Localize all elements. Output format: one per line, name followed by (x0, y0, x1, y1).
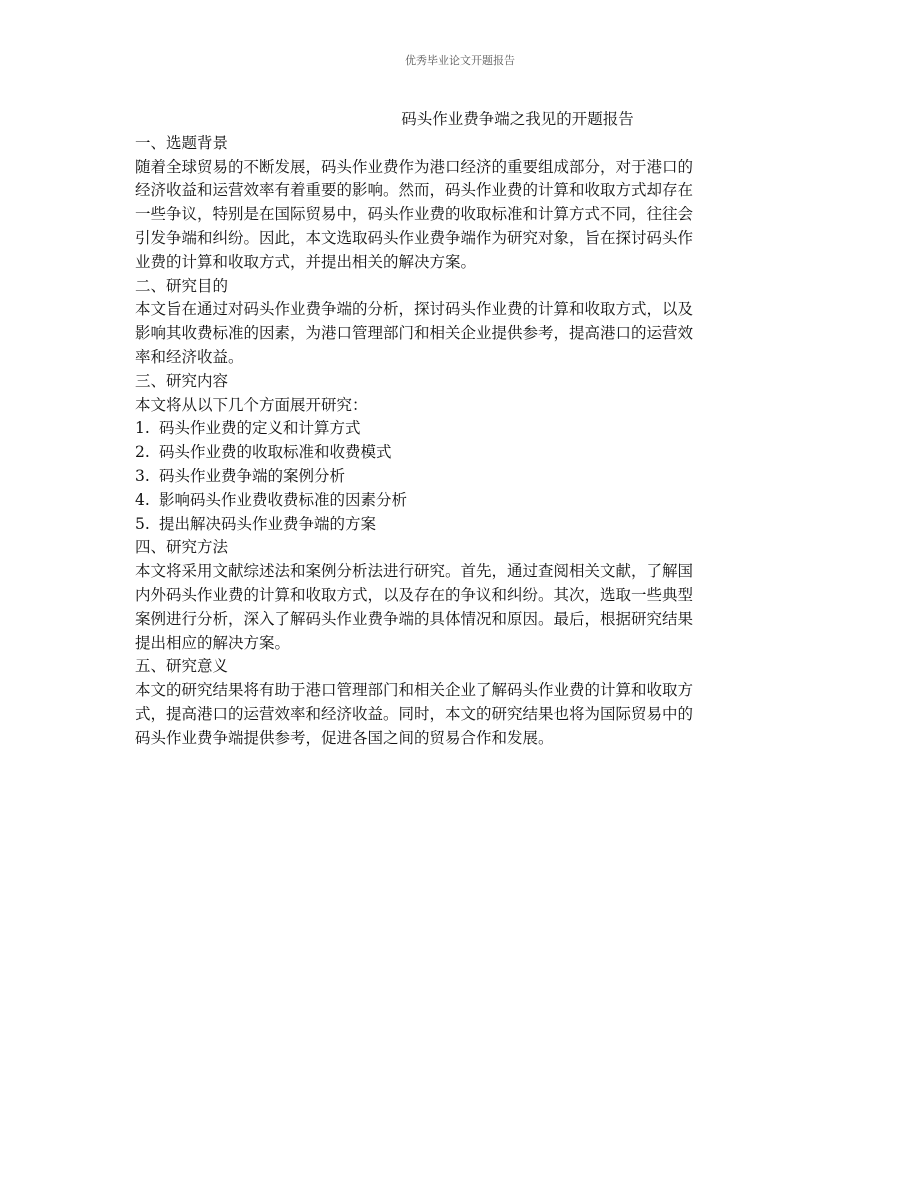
running-header: 优秀毕业论文开题报告 (405, 54, 515, 67)
paragraph-line: 业费的计算和收取方式，并提出相关的解决方案。 (135, 252, 477, 271)
list-item-text: 码头作业费争端的案例分析 (159, 466, 346, 485)
list-item-text: 码头作业费的定义和计算方式 (159, 419, 361, 438)
section-heading-method: 四、研究方法 (135, 538, 229, 557)
section-heading-significance: 五、研究意义 (135, 657, 229, 676)
list-item-text: 码头作业费的收取标准和收费模式 (159, 443, 392, 462)
list-item (135, 441, 785, 465)
list-item-text: 影响码头作业费收费标准的因素分析 (159, 490, 408, 509)
section-heading-purpose: 二、研究目的 (135, 276, 229, 295)
section-heading-background: 一、选题背景 (135, 133, 229, 152)
section-heading-content: 三、研究内容 (135, 371, 229, 390)
list-item (135, 465, 785, 489)
list-item (135, 489, 785, 513)
list-item-text: 提出解决码头作业费争端的方案 (159, 514, 377, 533)
paragraph-line: 案例进行分析，深入了解码头作业费争端的具体情况和原因。最后，根据研究结果 (135, 609, 694, 628)
list-item-number: 2. (135, 443, 150, 462)
paragraph-line: 式，提高港口的运营效率和经济收益。同时，本文的研究结果也将为国际贸易中的 (135, 704, 694, 723)
paragraph-line: 提出相应的解决方案。 (135, 633, 291, 652)
list-item-number: 5. (135, 514, 150, 533)
list-item (135, 417, 785, 441)
paragraph-line: 影响其收费标准的因素，为港口管理部门和相关企业提供参考，提高港口的运营效 (135, 324, 694, 343)
paragraph-line: 引发争端和纠纷。因此，本文选取码头作业费争端作为研究对象，旨在探讨码头作 (135, 228, 694, 247)
paragraph-line: 随着全球贸易的不断发展，码头作业费作为港口经济的重要组成部分，对于港口的 (135, 157, 694, 176)
paragraph-line: 码头作业费争端提供参考，促进各国之间的贸易合作和发展。 (135, 728, 554, 747)
paragraph-line: 率和经济收益。 (135, 347, 244, 366)
document-title: 码头作业费争端之我见的开题报告 (401, 110, 634, 128)
paragraph-line: 内外码头作业费的计算和收取方式，以及存在的争议和纠纷。其次，选取一些典型 (135, 585, 694, 604)
document-body (135, 108, 785, 751)
paragraph-line: 本文将采用文献综述法和案例分析法进行研究。首先，通过查阅相关文献，了解国 (135, 562, 694, 581)
paragraph-line: 经济收益和运营效率有着重要的影响。然而，码头作业费的计算和收取方式却存在 (135, 181, 694, 200)
list-item-number: 4. (135, 490, 150, 509)
paragraph-line: 本文的研究结果将有助于港口管理部门和相关企业了解码头作业费的计算和收取方 (135, 681, 694, 700)
paragraph-line: 一些争议，特别是在国际贸易中，码头作业费的收取标准和计算方式不同，往往会 (135, 205, 694, 224)
paragraph-line: 本文旨在通过对码头作业费争端的分析，探讨码头作业费的计算和收取方式，以及 (135, 300, 694, 319)
list-item-number: 1. (135, 419, 150, 438)
paragraph-line: 本文将从以下几个方面展开研究： (135, 395, 368, 414)
list-item (135, 513, 785, 537)
list-item-number: 3. (135, 466, 150, 485)
